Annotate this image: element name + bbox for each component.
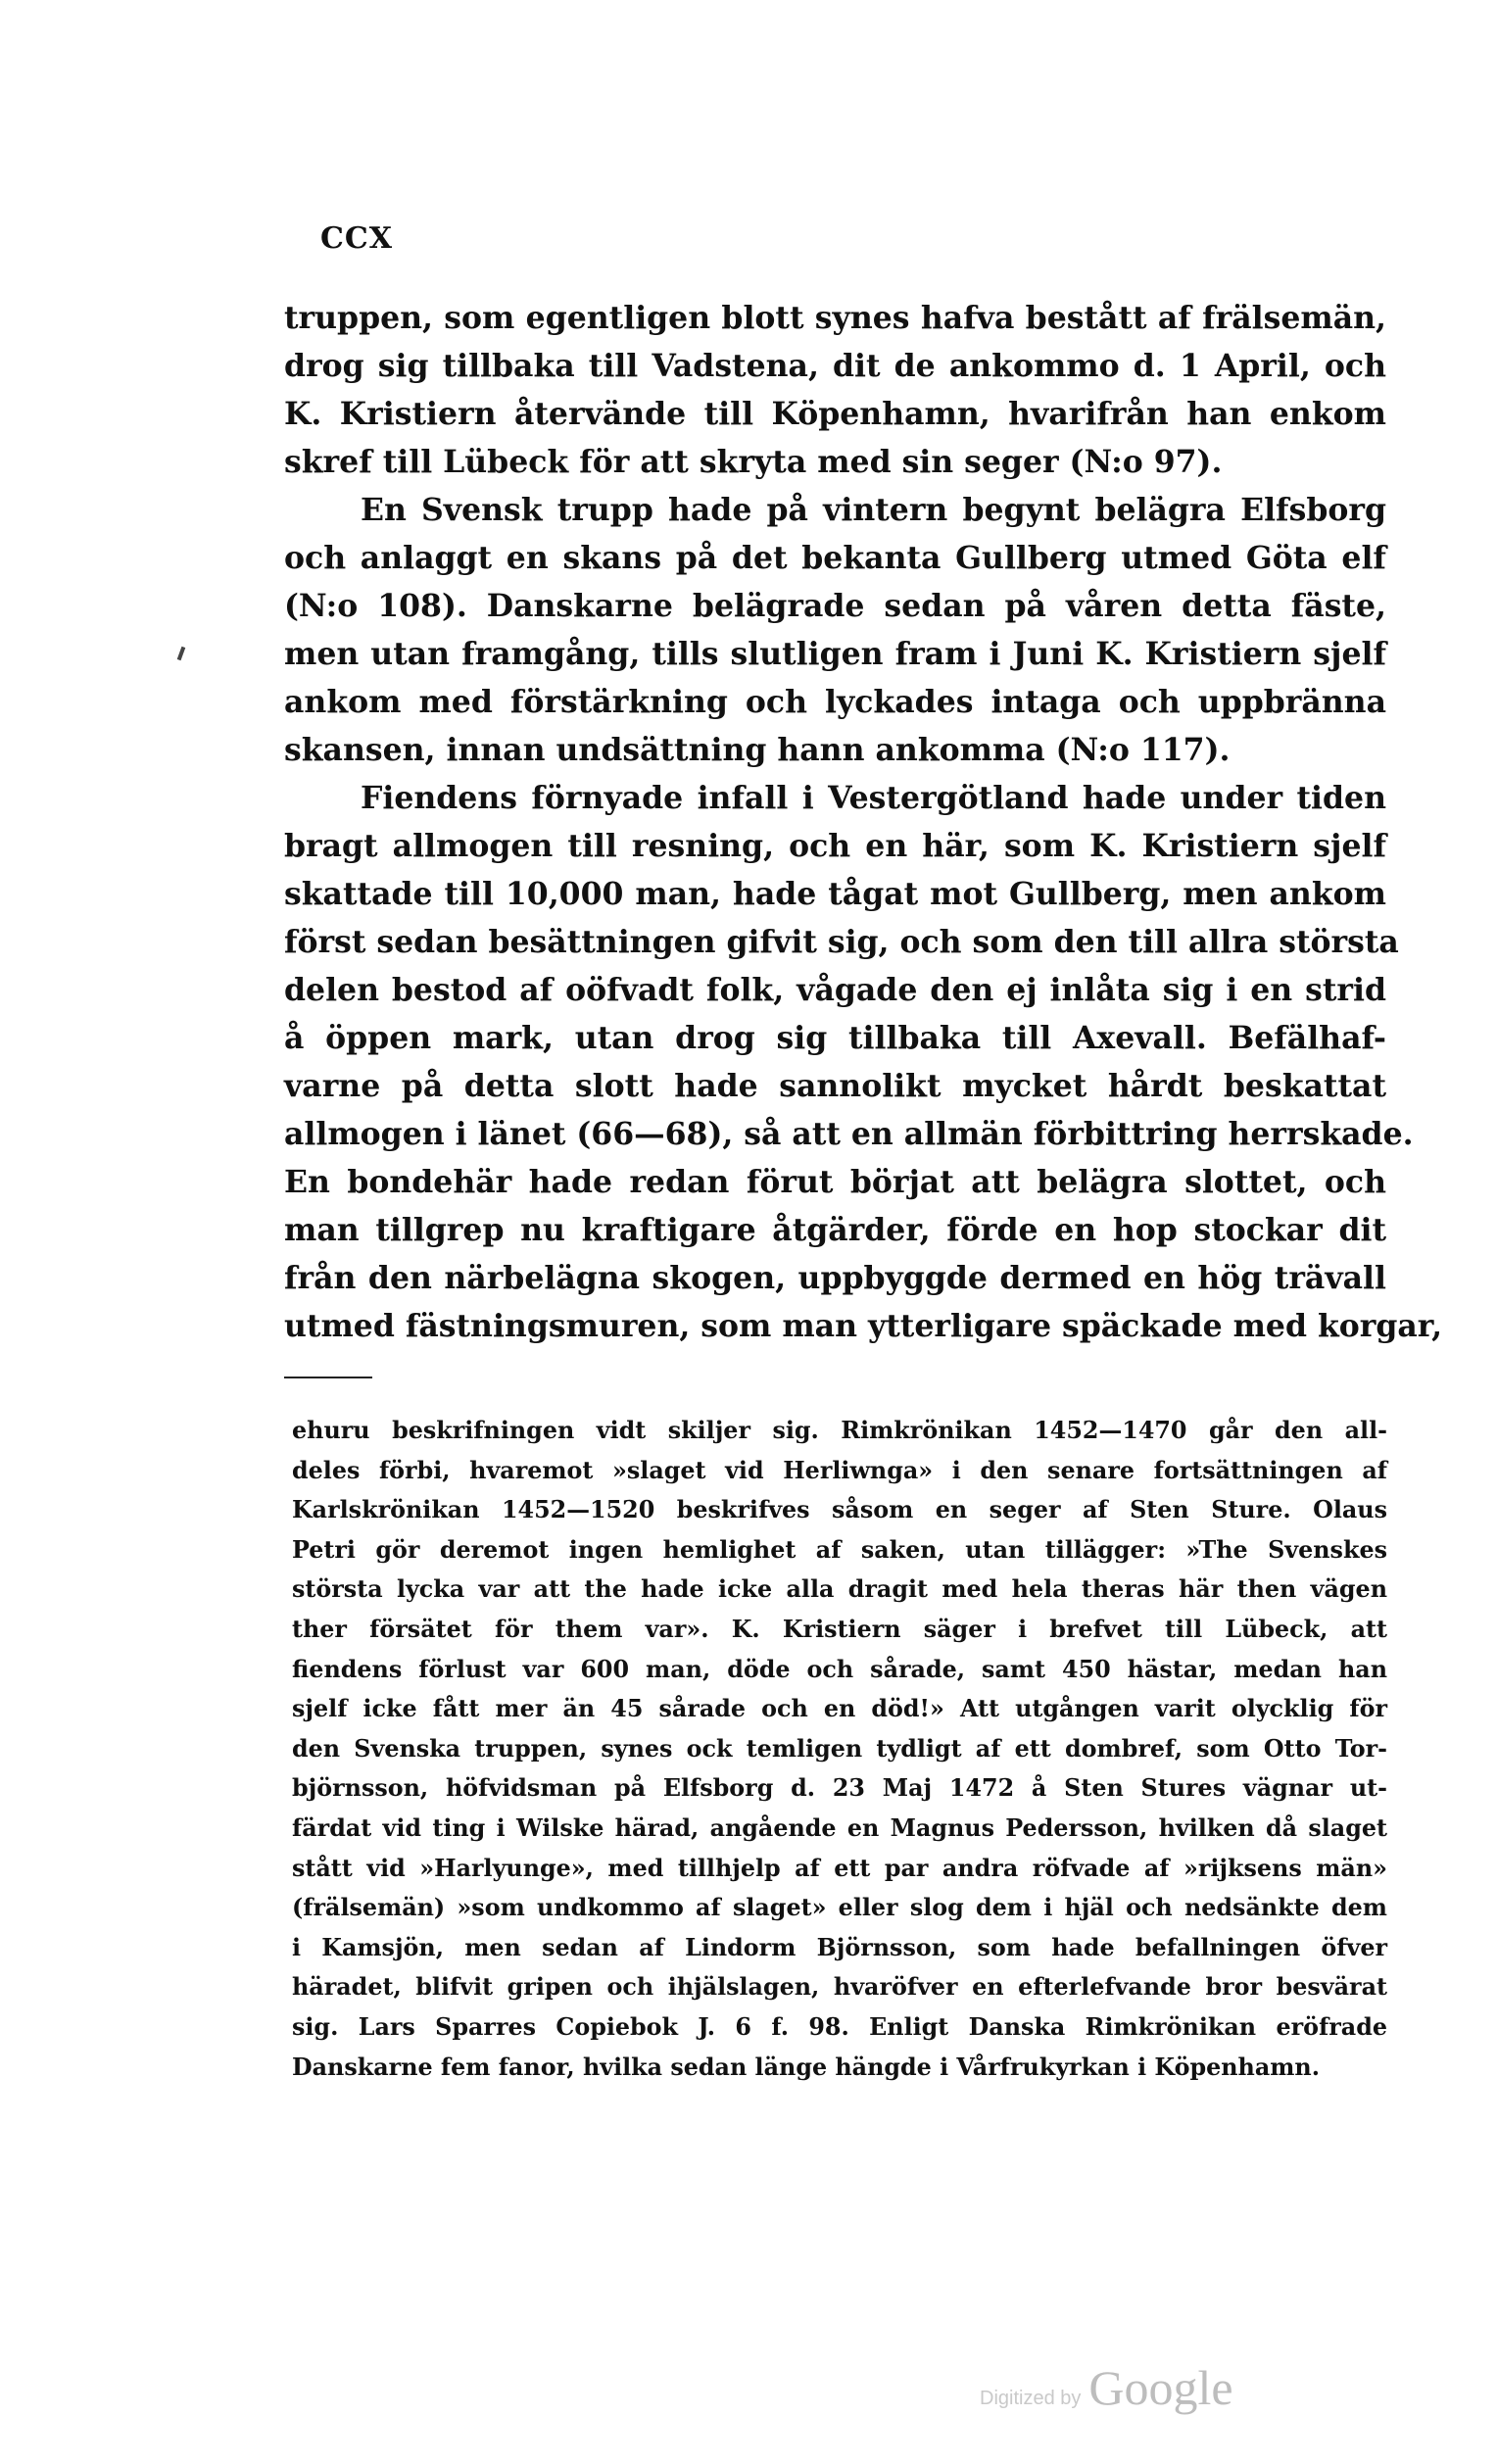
text-line: ankom med förstärkning och lyckades intaga och uppbränna <box>284 684 1386 720</box>
footnote-line: i Kamsjön, men sedan af Lindorm Björnsson, som hade befallningen öfver <box>292 1933 1387 1961</box>
text-line: och anlaggt en skans på det bekanta Gullberg utmed Göta elf <box>284 540 1386 576</box>
text-line: skansen, innan undsättning hann ankomma (N:o 117). <box>284 732 1231 768</box>
page-number: CCX <box>320 221 394 256</box>
main-text <box>284 294 1443 1350</box>
watermark-prefix: Digitized by <box>980 2388 1082 2409</box>
footnote-line: björnsson, höfvidsman på Elfsborg d. 23 Maj 1472 å Sten Stures vägnar ut- <box>292 1774 1387 1803</box>
footnote-line: ehuru beskrifningen vidt skiljer sig. Rimkrönikan 1452—1470 går den all- <box>292 1417 1387 1444</box>
text-line: Fiendens förnyade infall i Vestergötland hade under tiden <box>361 780 1386 816</box>
text-line: man tillgrep nu kraftigare åtgärder, förde en hop stockar dit <box>284 1212 1386 1248</box>
text-line: drog sig tillbaka till Vadstena, dit de ankommo d. 1 April, och <box>284 348 1386 384</box>
text-line: (N:o 108). Danskarne belägrade sedan på våren detta fäste, <box>284 588 1386 624</box>
text-line: K. Kristiern återvände till Köpenhamn, hvarifrån han enkom <box>284 396 1386 432</box>
footnote-line: största lycka var att the hade icke alla dragit med hela theras här then vägen <box>292 1575 1387 1604</box>
text-line: varne på detta slott hade sannolikt mycket hårdt beskattat <box>284 1068 1386 1104</box>
google-logo: Google <box>1088 2360 1233 2415</box>
text-line: bragt allmogen till resning, och en här, som K. Kristiern sjelf <box>284 828 1386 864</box>
footnote-line: stått vid »Harlyunge», med tillhjelp af ett par andra röfvade af »rijksens män» <box>292 1854 1387 1882</box>
footnote-line: den Svenska truppen, synes ock temligen tydligt af ett dombref, som Otto Tor- <box>292 1734 1387 1763</box>
footnote-line: (frälsemän) »som undkommo af slaget» eller slog dem i hjäl och nedsänkte dem <box>292 1894 1387 1922</box>
footnote-line: Danskarne fem fanor, hvilka sedan länge hängde i Vårfrukyrkan i Köpenhamn. <box>292 2053 1321 2081</box>
footnote-divider <box>284 1377 372 1378</box>
footnote-line: sig. Lars Sparres Copiebok J. 6 f. 98. Enligt Danska Rimkrönikan eröfrade <box>292 2012 1387 2041</box>
text-line: men utan framgång, tills slutligen fram i Juni K. Kristiern sjelf <box>284 636 1386 672</box>
text-line: delen bestod af oöfvadt folk, vågade den ej inlåta sig i en strid <box>284 972 1386 1008</box>
footnote-line: Petri gör deremot ingen hemlighet af saken, utan tillägger: »The Svenskes <box>292 1535 1387 1564</box>
text-line: En bondehär hade redan förut börjat att belägra slottet, och <box>284 1164 1386 1200</box>
text-line: å öppen mark, utan drog sig tillbaka till Axevall. Befälhaf- <box>284 1020 1386 1056</box>
footnote-line: Karlskrönikan 1452—1520 beskrifves såsom en seger af Sten Sture. Olaus <box>292 1496 1387 1524</box>
margin-mark <box>177 647 186 661</box>
footnote-line: färdat vid ting i Wilske härad, angående en Magnus Pedersson, hvilken då slaget <box>292 1813 1387 1842</box>
footnote-line: deles förbi, hvaremot »slaget vid Herliwnga» i den senare fortsättningen af <box>292 1456 1387 1484</box>
footnote-line: fiendens förlust var 600 man, döde och sårade, samt 450 hästar, medan han <box>292 1655 1387 1683</box>
footnote <box>292 1411 1387 2087</box>
text-line: från den närbelägna skogen, uppbyggde dermed en hög trävall <box>284 1260 1386 1296</box>
text-line: allmogen i länet (66—68), så att en allmän förbittring herrskade. <box>284 1116 1414 1152</box>
text-line: En Svensk trupp hade på vintern begynt belägra Elfsborg <box>361 492 1386 528</box>
text-line: först sedan besättningen gifvit sig, och som den till allra största <box>284 924 1399 960</box>
text-line: skref till Lübeck för att skryta med sin seger (N:o 97). <box>284 444 1223 480</box>
text-line: truppen, som egentligen blott synes hafva bestått af frälsemän, <box>284 300 1386 336</box>
text-line: skattade till 10,000 man, hade tågat mot Gullberg, men ankom <box>284 876 1386 912</box>
footnote-line: sjelf icke fått mer än 45 sårade och en död!» Att utgången varit olycklig för <box>292 1695 1387 1723</box>
digitized-watermark <box>980 2359 1233 2416</box>
footnote-line: ther försätet för them var». K. Kristiern säger i brefvet till Lübeck, att <box>292 1615 1387 1643</box>
text-line: utmed fästningsmuren, som man ytterligare späckade med korgar, <box>284 1308 1443 1344</box>
footnote-line: häradet, blifvit gripen och ihjälslagen, hvaröfver en efterlefvande bror besvärat <box>292 1973 1387 2002</box>
